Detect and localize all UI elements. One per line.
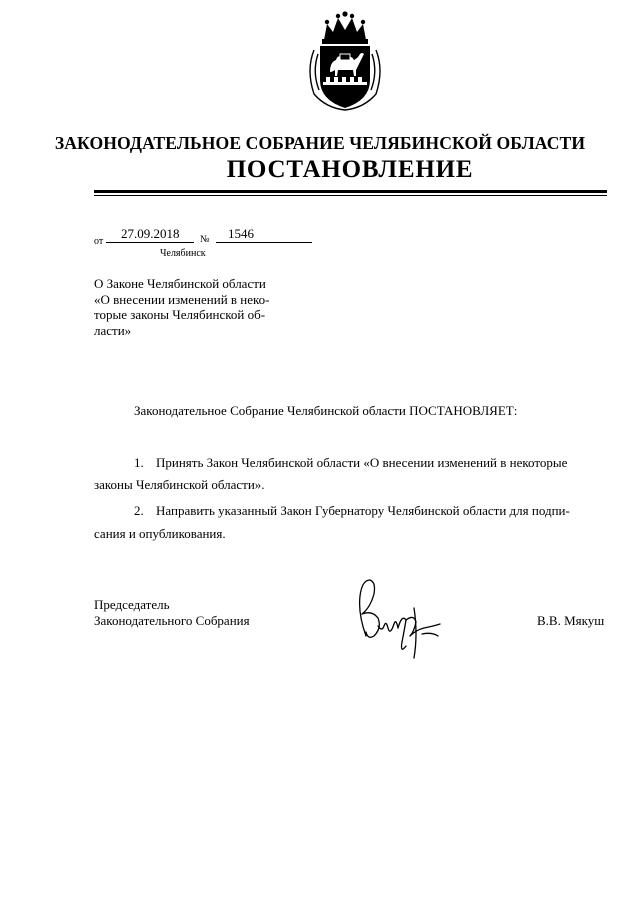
signatory-title-line2: Законодательного Собрания [94, 612, 250, 628]
date-underline [106, 242, 194, 243]
signatory-name: В.В. Мякуш [537, 613, 605, 628]
document-type-title: ПОСТАНОВЛЕНИЕ [226, 156, 474, 183]
number-underline [216, 242, 312, 243]
subject-line: ласти» [94, 322, 132, 338]
item-text-line1: Принять Закон Челябинской области «О внесении изменений в некоторые [156, 455, 568, 470]
document-number: 1546 [228, 226, 254, 241]
coat-of-arms-icon [302, 10, 388, 114]
item-number: 1. [134, 455, 144, 470]
preamble: Законодательное Собрание Челябинской области ПОСТАНОВЛЯЕТ: [134, 403, 518, 418]
subject-line: О Законе Челябинской области [94, 276, 266, 291]
handwritten-signature [344, 574, 452, 664]
header-rule-thin [94, 195, 607, 196]
item-number: 2. [134, 503, 144, 518]
subject-block [94, 276, 270, 338]
item-text-line2: сания и опубликования. [94, 526, 226, 541]
item-text-line2: законы Челябинской области». [94, 477, 265, 492]
header-rule-thick [94, 190, 607, 193]
signatory-title-line1: Председатель [94, 597, 170, 612]
city-label: Челябинск [160, 248, 206, 259]
subject-line: торые законы Челябинской об- [94, 307, 266, 322]
document-date: 27.09.2018 [121, 226, 180, 241]
subject-line: «О внесении изменений в неко- [94, 291, 270, 307]
item-text-line1: Направить указанный Закон Губернатору Челябинской области для подпи- [156, 503, 570, 518]
signatory-title [94, 597, 250, 628]
organization-title: ЗАКОНОДАТЕЛЬНОЕ СОБРАНИЕ ЧЕЛЯБИНСКОЙ ОБЛАСТИ [54, 133, 586, 153]
date-prefix: от [94, 236, 104, 247]
number-prefix: № [200, 234, 210, 245]
